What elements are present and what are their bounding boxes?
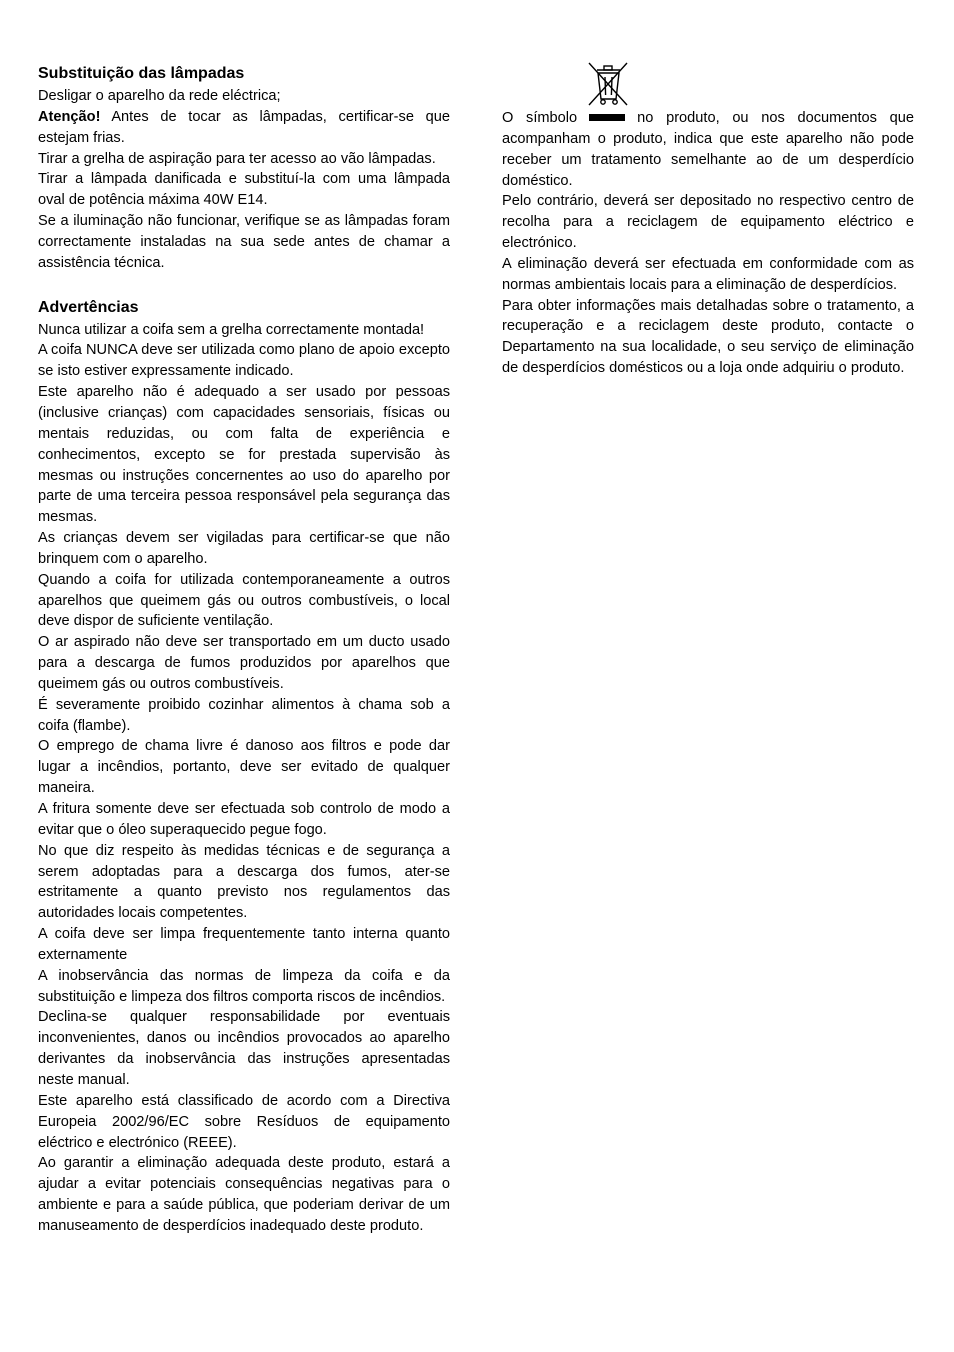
- paragraph: Se a iluminação não funcionar, verifique se as lâmpadas foram correctamente instaladas na sua sede antes de chamar a assistência técnica.: [38, 213, 450, 271]
- paragraph: A fritura somente deve ser efectuada sob controlo de modo a evitar que o óleo superaquecido pegue fogo.: [38, 801, 450, 838]
- paragraph: A eliminação deverá ser efectuada em conformidade com as normas ambientais locais para a eliminação de desperdícios.: [502, 255, 914, 293]
- symbol-text-before: O símbolo: [502, 110, 578, 126]
- paragraph: No que diz respeito às medidas técnicas e de segurança a serem adoptadas para a descarga dos fumos, ater-se estritamente a quanto previsto nos regulamentos das autoridades locais competentes.: [38, 842, 450, 922]
- paragraph: Para obter informações mais detalhadas sobre o tratamento, a recuperação e a reciclagem deste produto, contacte o Departamento na sua localidade, o seu serviço de eliminação de desperdícios domésticos ou a loja onde adquiriu o produto.: [502, 297, 914, 377]
- paragraph: O ar aspirado não deve ser transportado em um ducto usado para a descarga de fumos produzidos por aparelhos que queimem gás ou outros combustíveis.: [38, 634, 450, 692]
- paragraph: Este aparelho não é adequado a ser usado por pessoas (inclusive crianças) com capacidades sensoriais, físicas ou mentais reduzidas, ou com falta de experiência e conhecimentos, excepto se for prestada supervisão às mesmas ou instruções concernentes ao uso do aparelho por parte de uma terceira pessoa responsável pela segurança das mesmas.: [38, 384, 450, 526]
- paragraph: Nunca utilizar a coifa sem a grelha correctamente montada!: [38, 321, 425, 338]
- paragraph: Tirar a lâmpada danificada e substituí-la com uma lâmpada oval de potência máxima 40W E14.: [38, 171, 450, 209]
- paragraph-attention: [38, 107, 450, 149]
- paragraph: Ao garantir a eliminação adequada deste produto, estará a ajudar a evitar potenciais consequências negativas para o ambiente e para a saúde pública, que poderiam derivar de um manuseamento de desperdícios inadequado deste produto.: [38, 1155, 450, 1234]
- attention-label: Atenção!: [38, 108, 101, 125]
- paragraph: As crianças devem ser vigiladas para certificar-se que não brinquem com o aparelho.: [38, 530, 450, 567]
- paragraph: A coifa NUNCA deve ser utilizada como plano de apoio excepto se isto estiver expressamente indicado.: [38, 342, 450, 380]
- paragraph: A inobservância das normas de limpeza da coifa e da substituição e limpeza dos filtros comporta riscos de incêndios.: [38, 967, 450, 1005]
- section-title-warnings: Advertências: [38, 298, 139, 316]
- paragraph: É severamente proibido cozinhar alimentos à chama sob a coifa (flambe).: [38, 696, 450, 734]
- paragraph: Pelo contrário, deverá ser depositado no respectivo centro de recolha para a reciclagem de equipamento eléctrico e electrónico.: [502, 193, 914, 252]
- paragraph: O emprego de chama livre é danoso aos filtros e pode dar lugar a incêndios, portanto, deve ser evitado de qualquer maneira.: [38, 738, 450, 797]
- crossed-out-wheelie-bin-icon: [586, 60, 630, 108]
- paragraph: Quando a coifa for utilizada contemporaneamente a outros aparelhos que queimem gás ou outros combustíveis, o local deve dispor de suficiente ventilação.: [38, 571, 450, 630]
- section-title-lamp-replacement: Substituição das lâmpadas: [38, 65, 245, 82]
- paragraph: Desligar o aparelho da rede eléctrica;: [38, 88, 281, 104]
- paragraph: Este aparelho está classificado de acordo com a Directiva Europeia 2002/96/EC sobre Resíduos de equipamento eléctrico e electrónico (REEE).: [38, 1092, 450, 1151]
- left-column: [38, 62, 450, 1237]
- paragraph: Tirar a grelha de aspiração para ter acesso ao vão lâmpadas.: [38, 150, 436, 167]
- black-bar-icon: [589, 114, 625, 121]
- paragraph-symbol: [502, 108, 914, 191]
- attention-text: Antes de tocar as lâmpadas, certificar-se que estejam frias.: [38, 108, 450, 146]
- paragraph: A coifa deve ser limpa frequentemente tanto interna quanto externamente: [38, 926, 450, 963]
- paragraph: Declina-se qualquer responsabilidade por eventuais inconvenientes, danos ou incêndios provocados ao aparelho derivantes da inobservância das instruções apresentadas neste manual.: [38, 1009, 450, 1088]
- right-column: [502, 60, 914, 379]
- symbol-text-after: no produto, ou nos documentos que acompanham o produto, indica que este aparelho não pode receber um tratamento semelhante ao de um desperdício doméstico.: [502, 110, 915, 189]
